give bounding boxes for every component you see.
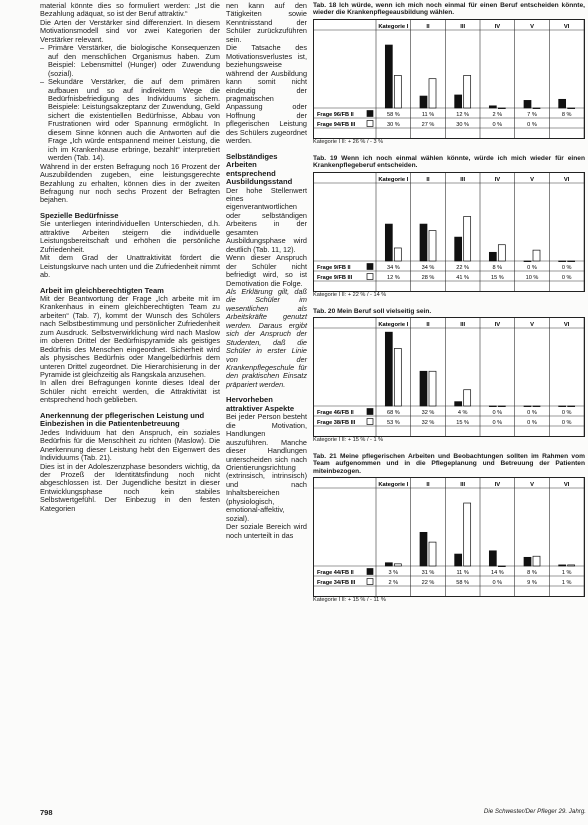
bar xyxy=(489,551,496,566)
table-footer: Kategorie I II: + 26 % / - 3 % xyxy=(313,138,384,145)
value-cell: 22 % xyxy=(421,580,435,587)
bar xyxy=(568,565,575,566)
value-cell: 1 % xyxy=(561,570,572,577)
value-cell: 11 % xyxy=(456,570,469,577)
value-cell: 1 % xyxy=(561,580,572,587)
bar xyxy=(464,503,471,566)
paragraph: Mit dem Grad der Unattraktivität fördert die Leistungskurve nach unten und die Zufriedenheit nimmt ab. xyxy=(40,253,220,280)
row-label: Frage 46/FB II xyxy=(317,410,354,417)
category-label: III xyxy=(460,322,466,329)
middle-column xyxy=(226,2,307,540)
category-label: V xyxy=(530,322,534,329)
category-label: V xyxy=(530,23,534,30)
table-footer: Kategorie I II: + 15 % / - 1 % xyxy=(313,437,384,444)
paragraph: Die Tatsache des Motivationsverlustes ist, beziehungsweise während der Ausbildung kann somit nicht eindeutig der pragmatischen Anpassung oder Hoffnung der pflegerischen Leistung des Schülers zugeordnet werden. xyxy=(226,43,307,146)
value-cell: 31 % xyxy=(421,570,435,577)
value-cell: 0 % xyxy=(527,264,537,271)
category-label: IV xyxy=(494,322,501,329)
category-label: II xyxy=(426,322,430,329)
row-label: Frage 94/FB III xyxy=(317,121,356,128)
legend-swatch xyxy=(367,110,373,116)
value-cell: 12 % xyxy=(456,111,470,118)
legend-swatch xyxy=(367,419,373,425)
bar-chart xyxy=(314,318,584,436)
bar xyxy=(524,261,531,262)
bar xyxy=(385,224,392,261)
category-label: V xyxy=(530,176,534,183)
bar xyxy=(455,402,462,406)
category-label: Kategorie I xyxy=(378,176,409,183)
bar xyxy=(559,99,566,108)
bar xyxy=(385,332,392,406)
value-cell: 2 % xyxy=(388,580,399,587)
bar xyxy=(533,406,540,407)
value-cell: 8 % xyxy=(561,111,572,118)
value-cell: 0 % xyxy=(561,420,572,427)
category-label: VI xyxy=(563,176,570,183)
bar xyxy=(489,406,496,407)
paragraph: Der soziale Bereich wird noch unterteilt in das xyxy=(226,522,307,540)
bar xyxy=(385,45,392,108)
bar xyxy=(464,216,471,261)
bar xyxy=(498,244,505,260)
paragraph: Wenn dieser Anspruch der Schüler nicht befriedigt wird, so ist Demotivation die Folge. xyxy=(226,253,307,288)
reinforcer-list xyxy=(40,44,220,162)
list-item: – Sekundäre Verstärker, die auf dem primären aufbauen und so auf indirektem Wege die Bedürfnisbefriedigung des Individuums sichern. Beispiele: Leistungsakzeptanz der Zuwendung, Geld sichert die existentiellen Bedürfnisse, Abbau von Frustrationen wird oder Spannung ermöglicht. In diesem Sinne können auch die Antworten auf die Frage „Ich würde entspannend meiner Leistung, die ich im Krankenhause erbringe, bezahlt“ interpretiert werden (Tab. 14). xyxy=(48,78,220,163)
journal-name: Die Schwester/Der Pfleger 29. Jahrg. xyxy=(483,808,586,815)
legend-swatch xyxy=(367,273,373,279)
table-footer: Kategorie I II: + 15 % / - 11 % xyxy=(313,597,386,604)
bar xyxy=(455,554,462,566)
bar xyxy=(429,371,436,406)
section-heading: Hervorheben attraktiver Aspekte xyxy=(226,395,295,413)
category-label: II xyxy=(426,23,430,30)
table-21 xyxy=(313,453,585,604)
category-label: III xyxy=(460,23,466,30)
value-cell: 0 % xyxy=(561,410,572,417)
bar xyxy=(455,95,462,108)
bar xyxy=(429,230,436,260)
list-item: – Primäre Verstärker, die biologische Konsequenzen auf den menschlichen Organismus haben. Zum Beispiel: Lebensmittel (Hunger) oder Zuwendung (sozial). xyxy=(48,44,220,78)
paragraph: Jedes Individuum hat den Anspruch, ein soziales Bedürfnis für die Menschheit zu richten (Maslow). Die Anerkennung dieser Leistung hebt den Eigenwert des Individuums (Tab. 21). xyxy=(40,427,220,463)
value-cell: 0 % xyxy=(561,264,572,271)
row-label: Frage 96/FB II xyxy=(317,111,354,118)
table-caption: Tab. 21 Meine pflegerischen Arbeiten und Beobachtungen sollten im Rahmen vom Team aufgenommen und in die Pflegeplanung und Betreuung der Patienten miteinbezogen. xyxy=(313,453,585,475)
row-label: Frage 9/FB III xyxy=(317,274,353,281)
bar-chart xyxy=(314,478,584,596)
value-cell: 28 % xyxy=(421,274,435,281)
value-cell: 53 % xyxy=(386,420,400,427)
bar xyxy=(429,78,436,107)
bar xyxy=(385,563,392,566)
paragraph: Bei jeder Person besteht die Motivation, Handlungen auszuführen. Manche dieser Handlungen unterscheiden sich nach Orientierungsrichtung (extrinsisch, intrinsisch) und nach Inhaltsbereichen (physiologisch, emotional-affektiv, sozial). xyxy=(226,412,307,523)
value-cell: 8 % xyxy=(527,570,537,577)
bar xyxy=(394,248,401,261)
legend-swatch xyxy=(367,263,373,269)
value-cell: 0 % xyxy=(561,274,572,281)
value-cell: 32 % xyxy=(421,420,435,427)
section-heading: Selbständiges Arbeiten entsprechend Ausbildungsstand xyxy=(226,151,293,187)
row-label: Frage 44/FB II xyxy=(317,570,354,577)
value-cell: 0 % xyxy=(527,420,537,427)
value-cell: 11 % xyxy=(421,111,435,118)
table-18 xyxy=(313,2,585,146)
bar xyxy=(498,566,505,567)
value-cell: 0 % xyxy=(527,121,537,128)
bar xyxy=(568,406,575,407)
paragraph: Der hohe Stellenwert eines eigenverantwortlichen oder selbständigen Arbeitens in der gesamten Ausbildungsphase wird deutlich (Tab. 11, 12). xyxy=(226,185,307,254)
value-cell: 3 % xyxy=(388,570,399,577)
value-cell: 30 % xyxy=(456,121,470,128)
bar xyxy=(429,542,436,566)
category-label: VI xyxy=(563,322,570,329)
table-20 xyxy=(313,308,585,444)
category-label: VI xyxy=(563,23,570,30)
bar xyxy=(394,564,401,566)
paragraph: Sie unterliegen interindividuellen Unterschieden, d.h. attraktive Arbeiten steigern die individuelle Leistungsbereitschaft und erhöhen die persönliche Zufriedenheit. xyxy=(40,219,220,254)
category-label: Kategorie I xyxy=(378,482,409,489)
value-cell: 15 % xyxy=(456,420,470,427)
value-cell: 30 % xyxy=(386,121,400,128)
value-cell: 34 % xyxy=(421,264,435,271)
bar xyxy=(559,406,566,407)
bar xyxy=(559,565,566,566)
value-cell: 32 % xyxy=(421,410,435,417)
bar xyxy=(559,261,566,262)
value-cell: 4 % xyxy=(457,410,468,417)
value-cell: 41 % xyxy=(456,274,470,281)
category-label: IV xyxy=(494,23,501,30)
table-19 xyxy=(313,155,585,299)
bar xyxy=(524,558,531,567)
value-cell: 0 % xyxy=(492,420,503,427)
value-cell: 15 % xyxy=(490,274,504,281)
category-label: III xyxy=(460,176,466,183)
bar xyxy=(533,108,540,109)
chart-box xyxy=(313,172,585,292)
table-footer: Kategorie I II: + 22 % / - 14 % xyxy=(313,291,387,298)
bar xyxy=(420,96,427,108)
bar xyxy=(394,348,401,406)
bar xyxy=(464,75,471,108)
value-cell: 58 % xyxy=(456,580,470,587)
value-cell: 58 % xyxy=(386,111,400,118)
value-cell: 10 % xyxy=(525,274,539,281)
value-cell: 68 % xyxy=(386,410,400,417)
bar xyxy=(524,406,531,407)
bar xyxy=(568,261,575,262)
bar xyxy=(524,100,531,108)
category-label: III xyxy=(460,482,466,489)
left-column xyxy=(40,2,220,513)
table-caption: Tab. 19 Wenn ich noch einmal wählen könnte, würde ich mich wieder für einen Krankenpflegeberuf entscheiden. xyxy=(313,154,585,170)
bar xyxy=(568,108,575,109)
paragraph: Als Erklärung gilt, daß die Schüler im wesentlichen als Arbeitskräfte genutzt werden. Daraus ergibt sich der Anspruch der Studenten, daß die Schüler in erster Linie von der Krankenpflegeschule für den praktischen Einsatz präpariert werden. xyxy=(226,286,307,389)
value-cell: 34 % xyxy=(386,264,400,271)
row-label: Frage 9/FB II xyxy=(317,264,351,271)
value-cell: 0 % xyxy=(492,580,503,587)
legend-swatch xyxy=(367,569,373,575)
paragraph: nen kann auf den Tätigkeiten sowie Kenntnisstand der Schüler zurückzuführen sein. xyxy=(226,1,307,44)
category-label: VI xyxy=(563,482,570,489)
row-label: Frage 38/FB III xyxy=(317,420,356,427)
bar xyxy=(533,250,540,261)
bar xyxy=(489,106,496,108)
category-label: V xyxy=(530,482,534,489)
value-cell: 22 % xyxy=(456,264,470,271)
value-cell: 9 % xyxy=(527,580,537,587)
legend-swatch xyxy=(367,409,373,415)
table-column xyxy=(313,2,585,604)
page-number: 798 xyxy=(40,808,53,817)
bar-chart xyxy=(314,173,584,291)
bar xyxy=(533,556,540,566)
category-label: IV xyxy=(494,176,501,183)
category-label: IV xyxy=(494,482,501,489)
paragraph: Dies ist in der Adoleszenzphase besonders wichtig, da der Prozeß der Identitätsfindung noch nicht abgeschlossen ist. Der Jugendliche besitzt in dieser Entwicklungsphase noch kein stabiles Selbstwertgefühl. Der Einbezug in den festen Kategorien xyxy=(40,461,220,513)
value-cell: 0 % xyxy=(492,121,503,128)
category-label: Kategorie I xyxy=(378,322,409,329)
bar xyxy=(420,533,427,567)
bar xyxy=(455,237,462,261)
chart-box xyxy=(313,477,585,597)
chart-box xyxy=(313,317,585,437)
paragraph: In allen drei Befragungen konnte dieses Ideal der Schüler nicht erreicht werden, die Attraktivität ist entsprechend hoch geblieben. xyxy=(40,378,220,405)
category-label: Kategorie I xyxy=(378,23,409,30)
row-label: Frage 34/FB III xyxy=(317,580,356,587)
chart-box xyxy=(313,19,585,139)
value-cell: 0 % xyxy=(527,410,537,417)
bar xyxy=(394,75,401,108)
bar xyxy=(420,371,427,406)
paragraph: Mit der Beantwortung der Frage „Ich arbeite mit im Krankenhaus in einem gleichberechtigten Team zu arbeiten“ (Tab. 7), kommt der Wunsch des Schülers nach Selbstbestimmung und persönlicher Zufriedenheit zum Ausdruck. Selbstverwirklichung wird nach Maslow im oberen Drittel der Bedürfnispyramide als geistiges Bedürfnis des Menschen eingeordnet. Sicherheit wird als physisches Bedürfnis oder Mangelbedürfnis dem unteren Drittel zugeordnet. Die Hierarchisierung in der Pyramide ist gleichzeitig als Rangskala anzusehen. xyxy=(40,293,220,380)
bar-chart xyxy=(314,20,584,138)
section-heading: Arbeit im gleichberechtigten Team xyxy=(40,285,164,295)
value-cell: 0 % xyxy=(492,410,503,417)
paragraph: Die Arten der Verstärker sind differenziert. In diesem Motivationsmodell sind vor zwei Kategorien der Verstärker relevant. xyxy=(40,17,220,44)
bar xyxy=(489,252,496,261)
bar xyxy=(420,224,427,261)
value-cell: 8 % xyxy=(492,264,503,271)
paragraph: material könnte dies so formuliert werden: „Ist die Bezahlung adäquat, so ist der Beruf attraktiv.“ xyxy=(40,1,220,19)
legend-swatch xyxy=(367,120,373,126)
paragraph: Während in der ersten Befragung noch 16 Prozent der Auszubildenden zugeben, eine leistungsgerechte Bezahlung zu erhalten, können dies in der zweiten Befragung nur noch sechs Prozent der Befragten bejahen. xyxy=(40,161,220,205)
value-cell: 7 % xyxy=(527,111,537,118)
category-label: II xyxy=(426,176,430,183)
value-cell: 14 % xyxy=(490,570,504,577)
bar xyxy=(498,406,505,407)
category-label: II xyxy=(426,482,430,489)
bar xyxy=(464,390,471,406)
value-cell: 12 % xyxy=(386,274,400,281)
legend-swatch xyxy=(367,579,373,585)
table-caption: Tab. 18 Ich würde, wenn ich mich noch einmal für einen Beruf entscheiden könnte, wieder die Krankenpflegeausbildung wählen. xyxy=(313,2,585,17)
table-caption: Tab. 20 Mein Beruf soll vielseitig sein. xyxy=(313,307,432,315)
value-cell: 27 % xyxy=(421,121,435,128)
section-heading: Anerkennung der pflegerischen Leistung und Einbezishen in die Patientenbetreuung xyxy=(40,410,205,429)
section-heading: Spezielle Bedürfnisse xyxy=(40,210,119,220)
bar xyxy=(498,108,505,109)
value-cell: 2 % xyxy=(492,111,503,118)
